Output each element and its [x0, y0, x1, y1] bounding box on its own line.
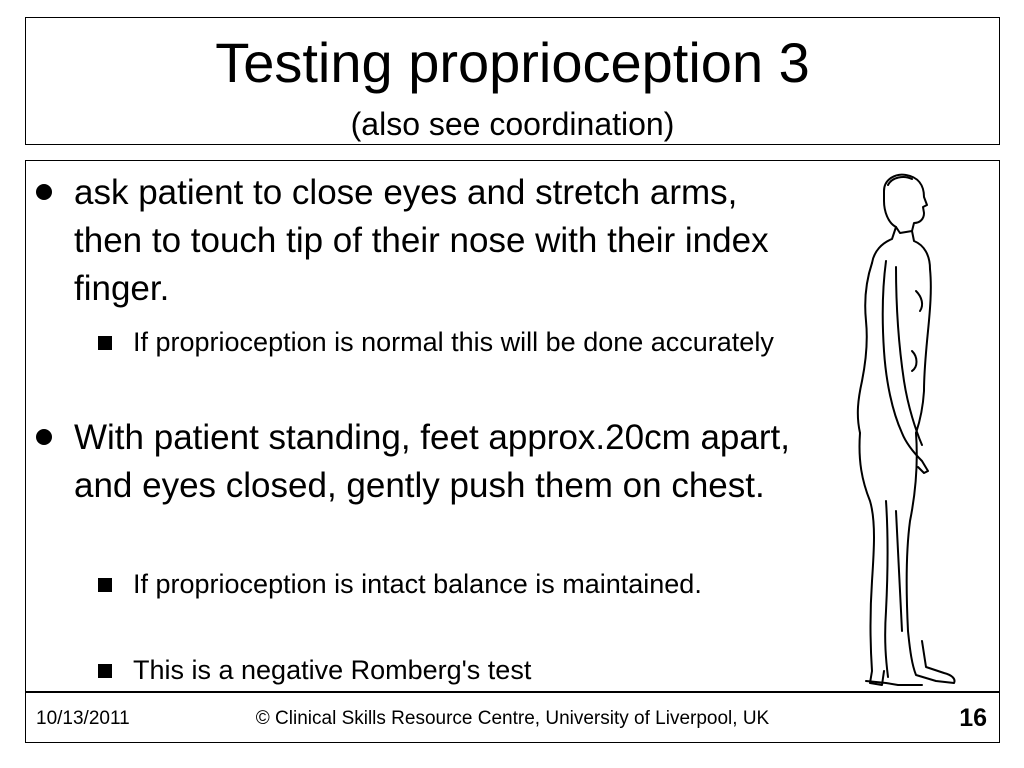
sub-bullet-text: This is a negative Romberg's test — [133, 655, 532, 685]
slide-title: Testing proprioception 3 — [215, 31, 810, 94]
sub-bullet-text: If proprioception is normal this will be done accurately — [133, 327, 774, 357]
square-bullet-icon — [98, 578, 112, 592]
footer-box — [25, 691, 1000, 743]
title-box — [25, 17, 1000, 145]
content-box — [25, 160, 1000, 693]
square-bullet-icon — [98, 664, 112, 678]
footer-copyright: © Clinical Skills Resource Centre, University of Liverpool, UK — [255, 708, 770, 729]
standing-man-illustration — [826, 171, 966, 691]
page-number: 16 — [959, 704, 987, 732]
bullet-dot-icon — [36, 184, 52, 200]
sub-bullet-item — [133, 566, 813, 603]
slide-subtitle: (also see coordination) — [350, 106, 675, 142]
bullet-text: ask patient to close eyes and stretch arms, then to touch tip of their nose with their index finger. — [74, 173, 769, 308]
sub-bullet-item — [133, 324, 813, 361]
square-bullet-icon — [98, 336, 112, 350]
bullet-item — [74, 169, 814, 313]
footer-date: 10/13/2011 — [36, 708, 130, 729]
bullet-dot-icon — [36, 429, 52, 445]
sub-bullet-item — [133, 652, 813, 689]
bullet-text: With patient standing, feet approx.20cm apart, and eyes closed, gently push them on chest. — [74, 418, 790, 505]
sub-bullet-text: If proprioception is intact balance is maintained. — [133, 569, 702, 599]
bullet-item — [74, 414, 814, 510]
